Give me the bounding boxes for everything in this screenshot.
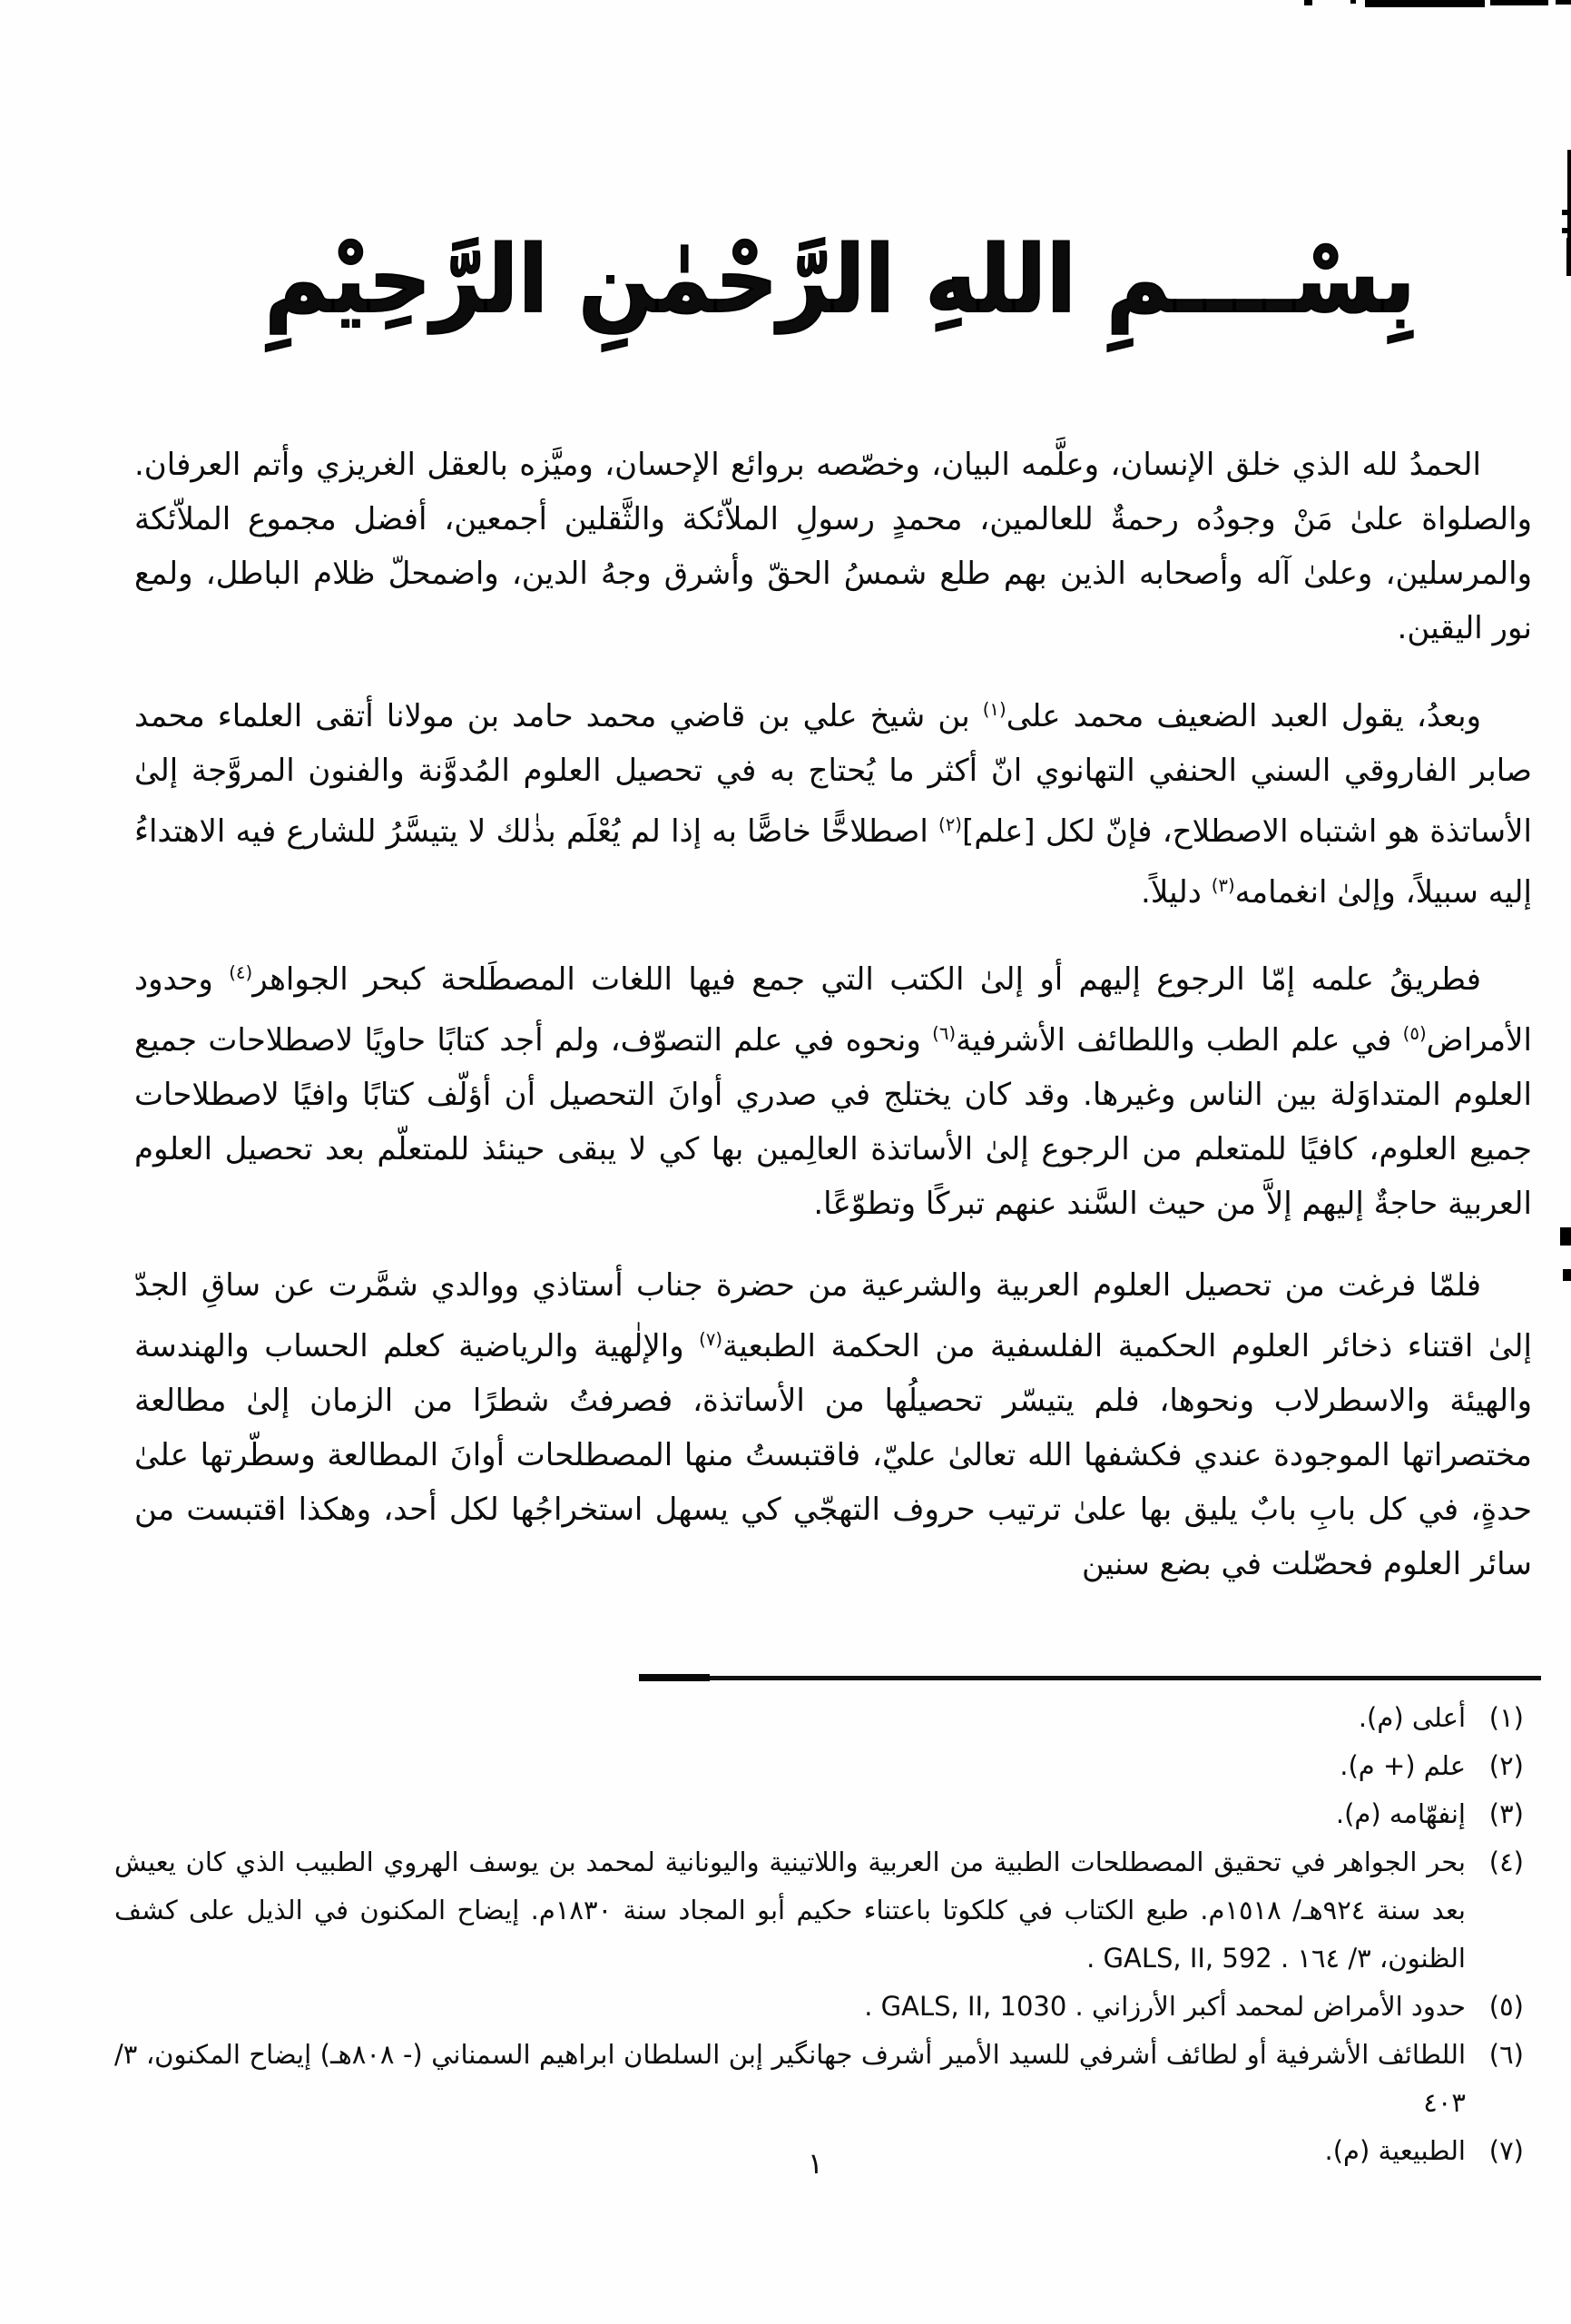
footnote-text: حدود الأمراض لمحمد أكبر الأرزاني . GALS, II, 1030 . [864,1991,1466,2022]
footnote-text: علم (+ م). [1340,1750,1466,1781]
paragraph-motivation: فطريقُ علمه إمّا الرجوع إليهم أو إلىٰ الكتب التي جمع فيها اللغات المصطَلحة كبحر الجواهر$^{(٤)}$ وحدود الأمراض$^{(٥)}$ في علم الطب واللطائف الأشرفية$^{(٦)}$ ونحوه في علم التصوّف، ولم أجد كتابًا حاويًا لاصطلاحات جميع العلوم المتداوَلة بين الناس وغيرها. وقد كان يختلج في صدري أوانَ التحصيل أن أؤلّف كتابًا وافيًا لاصطلاحات جميع العلوم، كافيًا للمتعلم من الرجوع إلىٰ الأساتذة العالِمين بها كي لا يبقى حينئذ للمتعلّم بعد تحصيل العلوم العربية حاجةٌ إليهم إلاَّ من حيث السَّند عنهم تبركًا وتطوّعًا. [134,961,1532,1223]
paragraph-method: فلمّا فرغت من تحصيل العلوم العربية والشرعية من حضرة جناب أستاذي ووالدي شمَّرت عن ساقِ الجدّ إلىٰ اقتناء ذخائر العلوم الحكمية الفلسفية من الحكمة الطبعية$^{(٧)}$ والإلٰهية والرياضية كعلم الحساب والهندسة والهيئة والاسطرلاب ونحوها، فلم يتيسّر تحصيلُها من الأساتذة، فصرفتُ شطرًا من الزمان إلىٰ مطالعة مختصراتها الموجودة عندي فكشفها الله تعالىٰ عليّ، فاقتبستُ منها المصطلحات أوانَ المطالعة وسطّرتها علىٰ حدةٍ، في كل بابِ بابٌ يليق بها علىٰ ترتيب حروف التهجّي كي يسهل استخراجُها لكل أحد، وهكذا اقتبست من سائر العلوم فحصّلت في بضع سنين [134,1267,1532,1582]
scan-artifact [1365,0,1485,7]
scan-artifact [1556,0,1571,5]
footnote-3 [114,1790,1524,1838]
footnote-2 [114,1742,1524,1790]
scan-artifact [1350,0,1356,4]
footnote-marker: (٣) [1488,1798,1524,1829]
footnote-marker: (٤) [1488,1846,1524,1877]
footnotes [114,1694,1524,2175]
scan-artifact [1560,1227,1571,1246]
footnote-marker: (٧) [1488,2135,1524,2166]
footnote-separator [639,1676,1541,1680]
footnote-text: بحر الجواهر في تحقيق المصطلحات الطبية من العربية واللاتينية واليونانية لمحمد بن يوسف الهروي الطبيب الذي كان يعيش بعد سنة ٩٢٤هـ/ ١٥١٨م. طبع الكتاب في كلكوتا باعتناء حكيم أبو المجاد سنة ١٨٣٠م. إيضاح المكنون في الذيل على كشف الظنون، ٣/ ١٦٤ . GALS, II, 592 . [114,1846,1466,1974]
main-text [134,438,1532,1619]
footnote-5 [114,1983,1524,2031]
scan-artifact [1304,0,1312,5]
paragraph-author: وبعدُ، يقول العبد الضعيف محمد على$^{(١)}$ بن شيخ علي بن قاضي محمد حامد بن مولانا أتقى العلماء محمد صابر الفاروقي السني الحنفي التهانوي انّ أكثر ما يُحتاج به في تحصيل العلوم المُدوَّنة والفنون المروَّجة إلىٰ الأساتذة هو اشتباه الاصطلاح، فإنّ لكل [علم]$^{(٢)}$ اصطلاحًّا خاصًّا به إذا لم يُعْلَم بذٰلك لا يتيسَّرُ للشارع فيه الاهتداءُ إليه سبيلاً، وإلىٰ انغمامه$^{(٣)}$ دليلاً. [134,697,1532,911]
paragraph-hamd: الحمدُ لله الذي خلق الإنسان، وعلَّمه البيان، وخصّصه بروائع الإحسان، وميَّزه بالعقل الغريزي وأتم العرفان. والصلواة علىٰ مَنْ وجودُه رحمةٌ للعالمين، محمدٍ رسولِ الملاّئكة والثَّقلين أجمعين، أفضل مجموع الملاّئكة والمرسلين، وعلىٰ آله وأصحابه الذين بهم طلع شمسُ الحقّ وأشرق وجهُ الدين، واضمحلّ ظلام الباطل، ولمع نور اليقين. [134,447,1532,646]
page-number: ١ [807,2146,824,2181]
footnote-6 [114,2031,1524,2127]
footnote-marker: (٥) [1488,1991,1524,2022]
footnote-marker: (٢) [1488,1750,1524,1781]
footnote-text: اللطائف الأشرفية أو لطائف أشرفي للسيد الأمير أشرف جهانگير إبن السلطان ابراهيم السمناني (- ٨٠٨هـ) إيضاح المكنون، ٣/ ٤٠٣ [114,2039,1466,2118]
footnote-marker: (٦) [1488,2039,1524,2070]
footnote-text: إنفهّامه (م). [1335,1798,1466,1829]
bismillah-calligraphy: بِسْــــمِ اللهِ الرَّحْمٰنِ الرَّحِيْمِ [264,225,1416,334]
footnote-4 [114,1838,1524,1983]
footnote-separator-blob [639,1674,710,1681]
footnote-text: أعلى (م). [1358,1702,1466,1733]
scan-artifact [1490,0,1548,5]
footnote-1 [114,1694,1524,1742]
footnote-marker: (١) [1488,1702,1524,1733]
scan-artifact [1563,1269,1571,1281]
footnote-text: الطبيعية (م). [1324,2135,1466,2166]
scan-artifact [1562,210,1571,215]
